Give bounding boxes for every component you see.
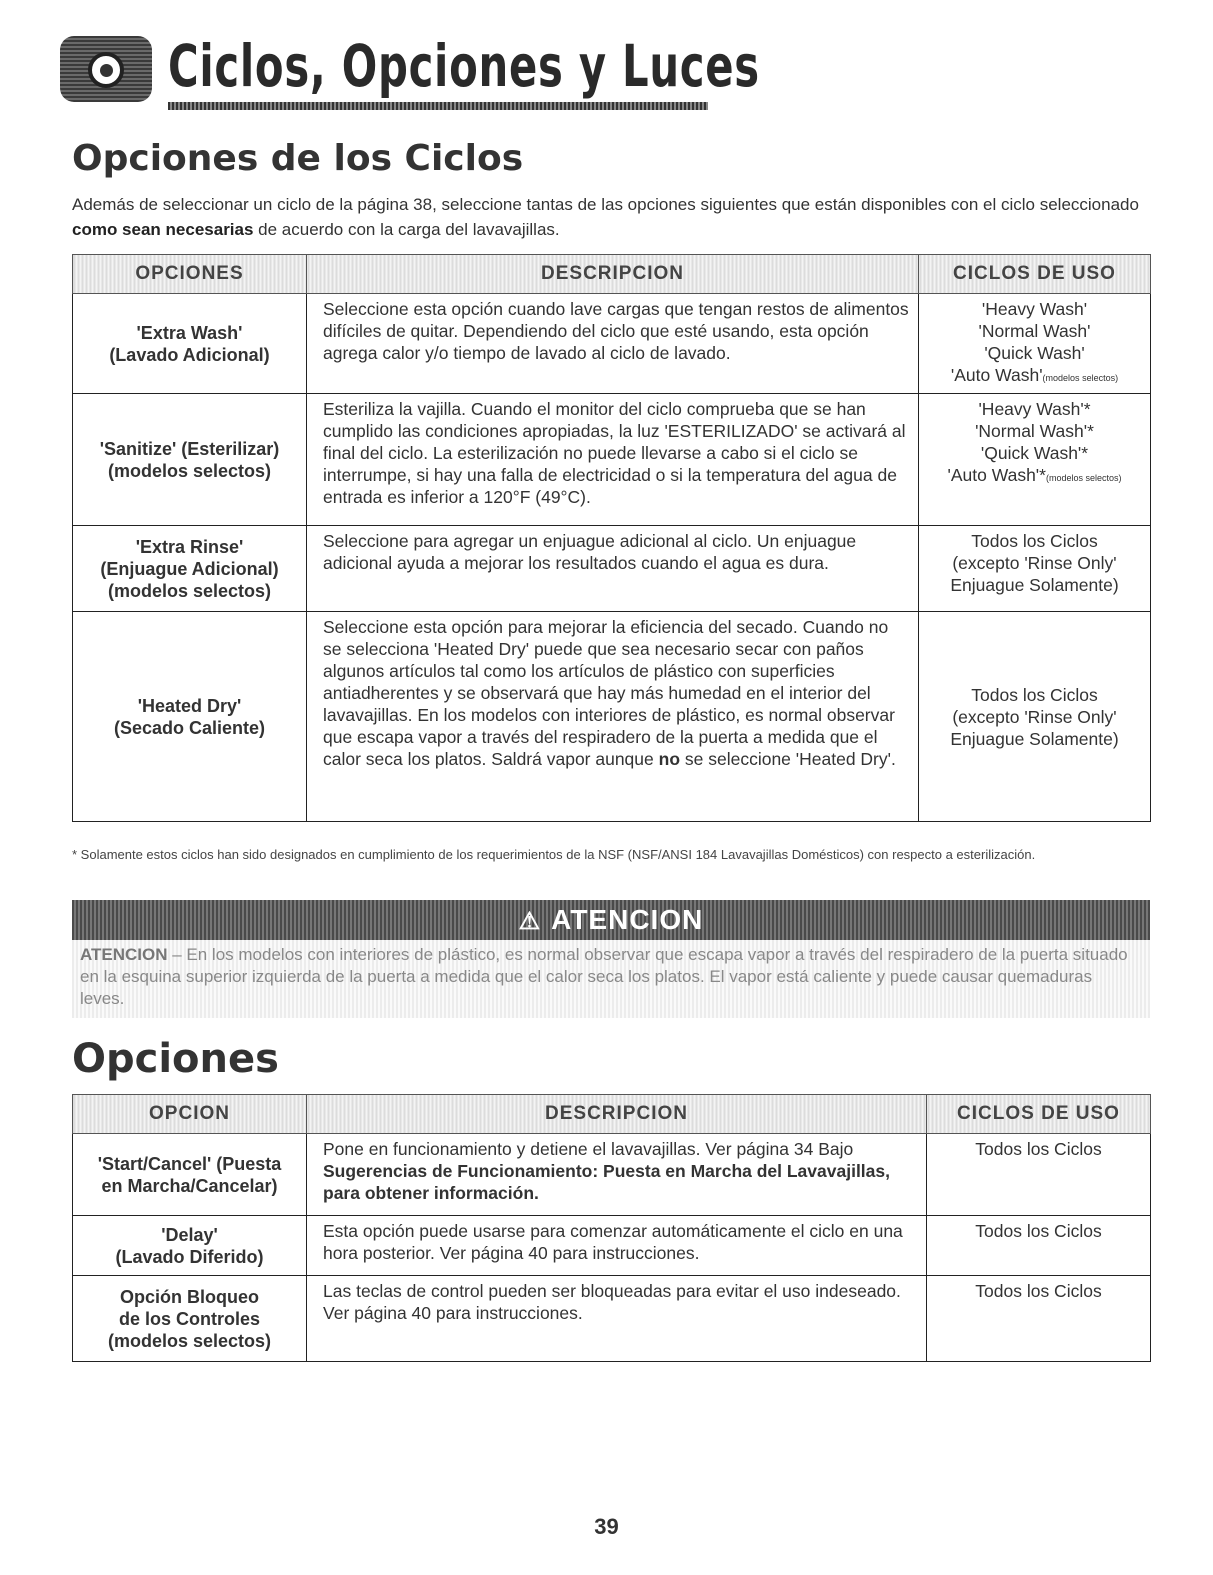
cycles-cell: Todos los Ciclos (excepto 'Rinse Only' Enjuague Solamente)	[919, 526, 1151, 612]
table-row	[73, 526, 1151, 612]
cycles-cell: 'Heavy Wash'* 'Normal Wash'* 'Quick Wash'* 'Auto Wash'*(modelos selectos)	[919, 394, 1151, 526]
column-header-option: OPCION	[73, 1095, 307, 1134]
description-cell: Pone en funcionamiento y detiene el lavavajillas. Ver página 34 Bajo Sugerencias de Funcionamiento: Puesta en Marcha del Lavavajillas, para obtener información.	[307, 1134, 927, 1216]
option-cell: 'Heated Dry' (Secado Caliente)	[73, 612, 307, 822]
option-cell: 'Delay' (Lavado Diferido)	[73, 1216, 307, 1276]
cycle-options-table	[72, 254, 1151, 822]
cycles-cell: Todos los Ciclos	[927, 1216, 1151, 1276]
column-header-cycles: CICLOS DE USO	[927, 1095, 1151, 1134]
cycles-cell: Todos los Ciclos	[927, 1276, 1151, 1362]
options-table	[72, 1094, 1151, 1362]
page-header	[60, 22, 760, 112]
cycles-cell: Todos los Ciclos	[927, 1134, 1151, 1216]
cycles-cell: 'Heavy Wash' 'Normal Wash' 'Quick Wash' 'Auto Wash'(modelos selectos)	[919, 294, 1151, 394]
option-cell: 'Extra Rinse' (Enjuague Adicional) (modelos selectos)	[73, 526, 307, 612]
intro-emphasis: como sean necesarias	[72, 220, 254, 239]
column-header-description: DESCRIPCION	[307, 1095, 927, 1134]
description-cell: Seleccione para agregar un enjuague adicional al ciclo. Un enjuague adicional ayuda a mejorar los resultados cuando el agua es dura.	[307, 526, 919, 612]
page-title: Ciclos, Opciones y Luces	[168, 32, 760, 100]
footnote: * Solamente estos ciclos han sido designados en cumplimiento de los requerimientos de la NSF (NSF/ANSI 184 Lavavajillas Domésticos) con respecto a esterilización.	[72, 847, 1036, 862]
option-cell: 'Start/Cancel' (Puesta en Marcha/Cancelar)	[73, 1134, 307, 1216]
option-cell: Opción Bloqueo de los Controles (modelos selectos)	[73, 1276, 307, 1362]
warning-title: ⚠ ATENCION	[72, 900, 1150, 940]
table-row	[73, 1276, 1151, 1362]
table-row	[73, 294, 1151, 394]
dishwasher-dial-icon	[60, 36, 152, 102]
description-cell: Esteriliza la vajilla. Cuando el monitor del ciclo comprueba que se han cumplido las condiciones apropiadas, la luz 'ESTERILIZADO' se activará al final del ciclo. La esterilización no puede llevarse a cabo si el ciclo se interrumpe, si hay una falla de electricidad o si la temperatura del agua de entrada es inferior a 120°F (49°C).	[307, 394, 919, 526]
warning-box	[72, 900, 1150, 1018]
table-row	[73, 1216, 1151, 1276]
intro-paragraph: Además de seleccionar un ciclo de la página 38, seleccione tantas de las opciones siguientes que están disponibles con el ciclo seleccionado como sean necesarias de acuerdo con la carga del lavavajillas.	[72, 195, 1139, 239]
warning-triangle-icon: ⚠	[518, 908, 542, 935]
option-cell: 'Sanitize' (Esterilizar) (modelos selectos)	[73, 394, 307, 526]
description-cell: Seleccione esta opción para mejorar la eficiencia del secado. Cuando no se selecciona 'Heated Dry' puede que sea necesario secar con paños algunos artículos tal como los artículos de plástico con superficies antiadherentes y se observará que hay más humedad en el interior del lavavajillas. En los modelos con interiores de plástico, es normal observar que escapa vapor a través del respiradero de la puerta a medida que el calor seca los platos. Saldrá vapor aunque no se seleccione 'Heated Dry'.	[307, 612, 919, 822]
description-cell: Seleccione esta opción cuando lave cargas que tengan restos de alimentos difíciles de quitar. Dependiendo del ciclo que esté usando, esta opción agrega calor y/o tiempo de lavado al ciclo de lavado.	[307, 294, 919, 394]
table-row	[73, 612, 1151, 822]
description-cell: Las teclas de control pueden ser bloqueadas para evitar el uso indeseado. Ver página 40 para instrucciones.	[307, 1276, 927, 1362]
column-header-description: DESCRIPCION	[307, 255, 919, 294]
section-title-cycle-options: Opciones de los Ciclos	[72, 138, 524, 179]
table-row	[73, 1134, 1151, 1216]
option-cell: 'Extra Wash' (Lavado Adicional)	[73, 294, 307, 394]
warning-text: ATENCION – En los modelos con interiores de plástico, es normal observar que escapa vapor a través del respiradero de la puerta situado en la esquina superior izquierda de la puerta a medida que el calor seca los platos. El vapor está caliente y puede causar quemaduras leves.	[80, 945, 1128, 1008]
title-underline	[168, 102, 708, 110]
section-title-options: Opciones	[72, 1036, 279, 1082]
column-header-option: OPCIONES	[73, 255, 307, 294]
column-header-cycles: CICLOS DE USO	[919, 255, 1151, 294]
description-cell: Esta opción puede usarse para comenzar automáticamente el ciclo en una hora posterior. Ver página 40 para instrucciones.	[307, 1216, 927, 1276]
page-number: 39	[594, 1514, 619, 1539]
cycles-cell: Todos los Ciclos (excepto 'Rinse Only' Enjuague Solamente)	[919, 612, 1151, 822]
table-row	[73, 394, 1151, 526]
